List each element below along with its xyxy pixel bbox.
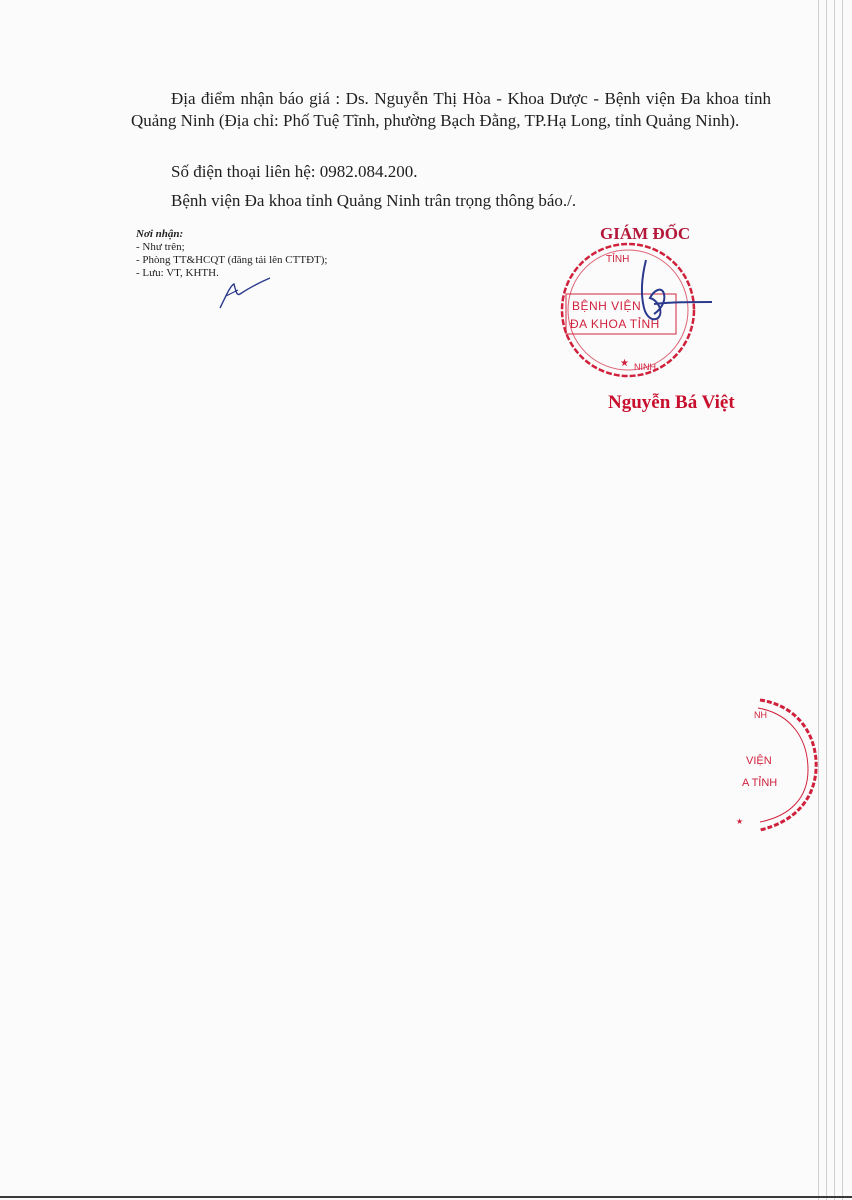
recipients-heading: Nơi nhận: (136, 228, 184, 240)
signer-title: GIÁM ĐỐC (600, 224, 691, 243)
stamp-bottom-text: NINH (634, 362, 656, 372)
stamp-line-2: ĐA KHOA TỈNH (570, 317, 660, 331)
director-signature (624, 252, 724, 342)
page-edge-right-4 (842, 0, 843, 1200)
initials-mark (212, 270, 282, 314)
paragraph-contact-phone: Số điện thoại liên hệ: 0982.084.200. (171, 162, 418, 181)
page-edge-right-2 (826, 0, 827, 1200)
recipient-item: - Như trên; (136, 241, 185, 253)
page-edge-right-1 (818, 0, 819, 1200)
partial-stamp-edge (730, 694, 820, 844)
stamp-star-icon: ★ (620, 358, 629, 369)
page-edge-right-3 (834, 0, 835, 1200)
signer-name: Nguyễn Bá Việt (608, 392, 735, 413)
paragraph-quote-location: Địa điểm nhận báo giá : Ds. Nguyễn Thị Hòa - Khoa Dược - Bệnh viện Đa khoa tỉnh Quảng Ninh (Địa chỉ: Phố Tuệ Tĩnh, phường Bạch Đằng, TP.Hạ Long, tỉnh Quảng Ninh). (131, 89, 771, 130)
partial-stamp-top: NH (754, 710, 767, 720)
partial-stamp-line-1: VIỆN (746, 755, 772, 767)
partial-stamp-line-2: A TỈNH (742, 777, 778, 789)
page-bottom-edge (0, 1196, 852, 1198)
stamp-line-1: BỆNH VIỆN (572, 299, 642, 313)
recipient-item: - Phòng TT&HCQT (đăng tải lên CTTĐT); (136, 254, 328, 266)
stamp-top-text: TỈNH (606, 254, 630, 265)
paragraph-closing: Bệnh viện Đa khoa tỉnh Quảng Ninh trân trọng thông báo./. (171, 191, 577, 210)
recipient-item: - Lưu: VT, KHTH. (136, 267, 219, 279)
partial-stamp-star-icon: ★ (736, 817, 744, 826)
